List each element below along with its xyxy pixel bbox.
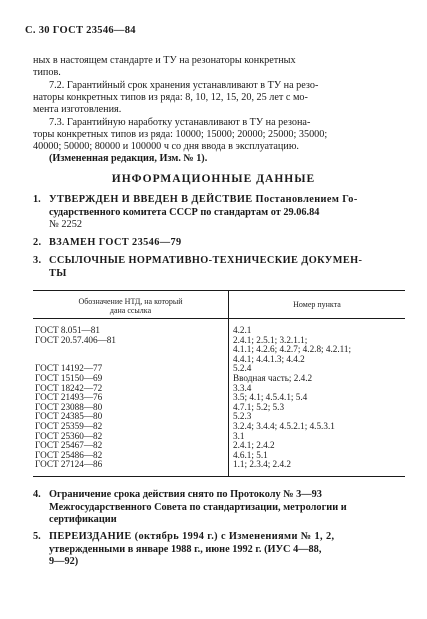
- amendment-note: (Измененная редакция, Изм. № 1).: [49, 153, 208, 164]
- table-cell-document: ГОСТ 20.57.406—81: [35, 334, 116, 345]
- page-header: С. 30 ГОСТ 23546—84: [25, 25, 136, 36]
- table-cell-document: ГОСТ 25359—82: [35, 420, 103, 431]
- item-2-text: ВЗАМЕН ГОСТ 23546—79: [49, 237, 182, 248]
- item-5-line-3: 9—92): [49, 556, 79, 567]
- item-4-line-3: сертификации: [49, 514, 117, 525]
- clause-7-3-line-1: 7.3. Гарантийную наработку устанавливают в ТУ на резона-: [49, 117, 311, 128]
- item-1-line-3: № 2252: [49, 219, 82, 230]
- item-2-number: 2.: [33, 237, 42, 248]
- table-cell-clause: 1.1; 2.3.4; 2.4.2: [233, 459, 291, 470]
- table-cell-document: ГОСТ 18242—72: [35, 382, 103, 393]
- clause-7-3-line-2: торы конкретных типов из ряда: 10000; 15000; 20000; 25000; 35000;: [33, 129, 328, 140]
- table-cell-document: ГОСТ 27124—86: [35, 459, 103, 470]
- table-cell-clause: 4.1.1; 4.2.6; 4.2.7; 4.2.8; 4.2.11;: [233, 344, 352, 355]
- item-4-line-1: Ограничение срока действия снято по Протоколу № 3—93: [49, 489, 322, 500]
- clause-7-3-line-3: 40000; 50000; 80000 и 100000 ч со дня ввода в эксплуатацию.: [33, 141, 299, 152]
- table-cell-document: ГОСТ 14192—77: [35, 363, 103, 374]
- table-cell-clause: 5.2.4: [233, 363, 252, 374]
- item-5-line-2: утвержденными в январе 1988 г., июне 1992 г. (ИУС 4—88,: [49, 543, 322, 555]
- table-cell-clause: 5.2.3: [233, 411, 252, 422]
- table-top-border: [33, 290, 405, 291]
- table-cell-clause: 3.2.4; 3.4.4; 4.5.2.1; 4.5.3.1: [233, 420, 335, 431]
- item-1-number: 1.: [33, 194, 41, 205]
- table-cell-document: ГОСТ 15150—69: [35, 372, 103, 383]
- table-cell-document: ГОСТ 23088—80: [35, 401, 103, 412]
- item-3-line-1: ССЫЛОЧНЫЕ НОРМАТИВНО-ТЕХНИЧЕСКИЕ ДОКУМЕН-: [49, 255, 363, 266]
- item-3-number: 3.: [33, 255, 42, 266]
- item-4-line-2: Межгосударственного Совета по стандартизации, метрологии и: [49, 501, 347, 513]
- table-cell-clause: 2.4.1; 2.4.2: [233, 440, 275, 451]
- table-cell-clause: 3.5; 4.1; 4.5.4.1; 5.4: [233, 392, 308, 403]
- item-3-line-2: ТЫ: [49, 267, 67, 279]
- table-cell-document: ГОСТ 25467—82: [35, 440, 103, 451]
- item-1-line-2: сударственного комитета СССР по стандартам от 29.06.84: [49, 206, 320, 218]
- intro-line-1: ных в настоящем стандарте и ТУ на резонаторы конкретных: [33, 55, 296, 66]
- table-cell-clause: 4.2.1: [233, 325, 252, 335]
- references-table: [33, 290, 405, 477]
- item-4-number: 4.: [33, 489, 41, 500]
- table-cell-clause: 3.1: [233, 430, 245, 441]
- table-cell-document: ГОСТ 21493—76: [35, 392, 103, 403]
- table-cell-clause: 3.3.4: [233, 382, 252, 393]
- table-header-document: [33, 297, 228, 315]
- table-bottom-border: [33, 476, 405, 477]
- table-cell-document: ГОСТ 24385—80: [35, 411, 103, 422]
- table-cell-clause: 4.7.1; 5.2; 5.3: [233, 401, 285, 412]
- table-cell-document: ГОСТ 8.051—81: [35, 325, 100, 335]
- table-column-divider: [228, 290, 229, 477]
- table-cell-clause: 4.4.1; 4.4.1.3; 4.4.2: [233, 353, 305, 364]
- item-1-line-1: УТВЕРЖДЕН И ВВЕДЕН В ДЕЙСТВИЕ Постановлением Го-: [49, 194, 358, 205]
- table-header-clause: Номер пункта: [293, 300, 341, 309]
- table-header-document-line-2: дана ссылка: [109, 306, 152, 315]
- clause-7-2-line-2: наторы конкретных типов из ряда: 8, 10, 12, 15, 20, 25 лет с мо-: [33, 92, 308, 103]
- table-cell-document: ГОСТ 25486—82: [35, 449, 103, 460]
- table-header-border: [33, 318, 405, 319]
- table-cell-clause: Вводная часть; 2.4.2: [233, 372, 313, 383]
- table-cell-clause: 2.4.1; 2.5.1; 3.2.1.1;: [233, 334, 308, 345]
- clause-7-2-line-3: мента изготовления.: [33, 104, 122, 115]
- intro-line-2: типов.: [33, 67, 61, 78]
- table-cell-document: ГОСТ 25360—82: [35, 430, 103, 441]
- info-section-title: ИНФОРМАЦИОННЫЕ ДАННЫЕ: [111, 173, 316, 185]
- item-5-line-1: ПЕРЕИЗДАНИЕ (октябрь 1994 г.) с Изменениями № 1, 2,: [49, 531, 335, 542]
- clause-7-2-line-1: 7.2. Гарантийный срок хранения устанавливают в ТУ на резо-: [49, 80, 319, 91]
- table-cell-clause: 4.6.1; 5.1: [233, 449, 268, 460]
- item-5-number: 5.: [33, 531, 41, 542]
- table-header-document-line-1: Обозначение НТД, на который: [78, 297, 183, 306]
